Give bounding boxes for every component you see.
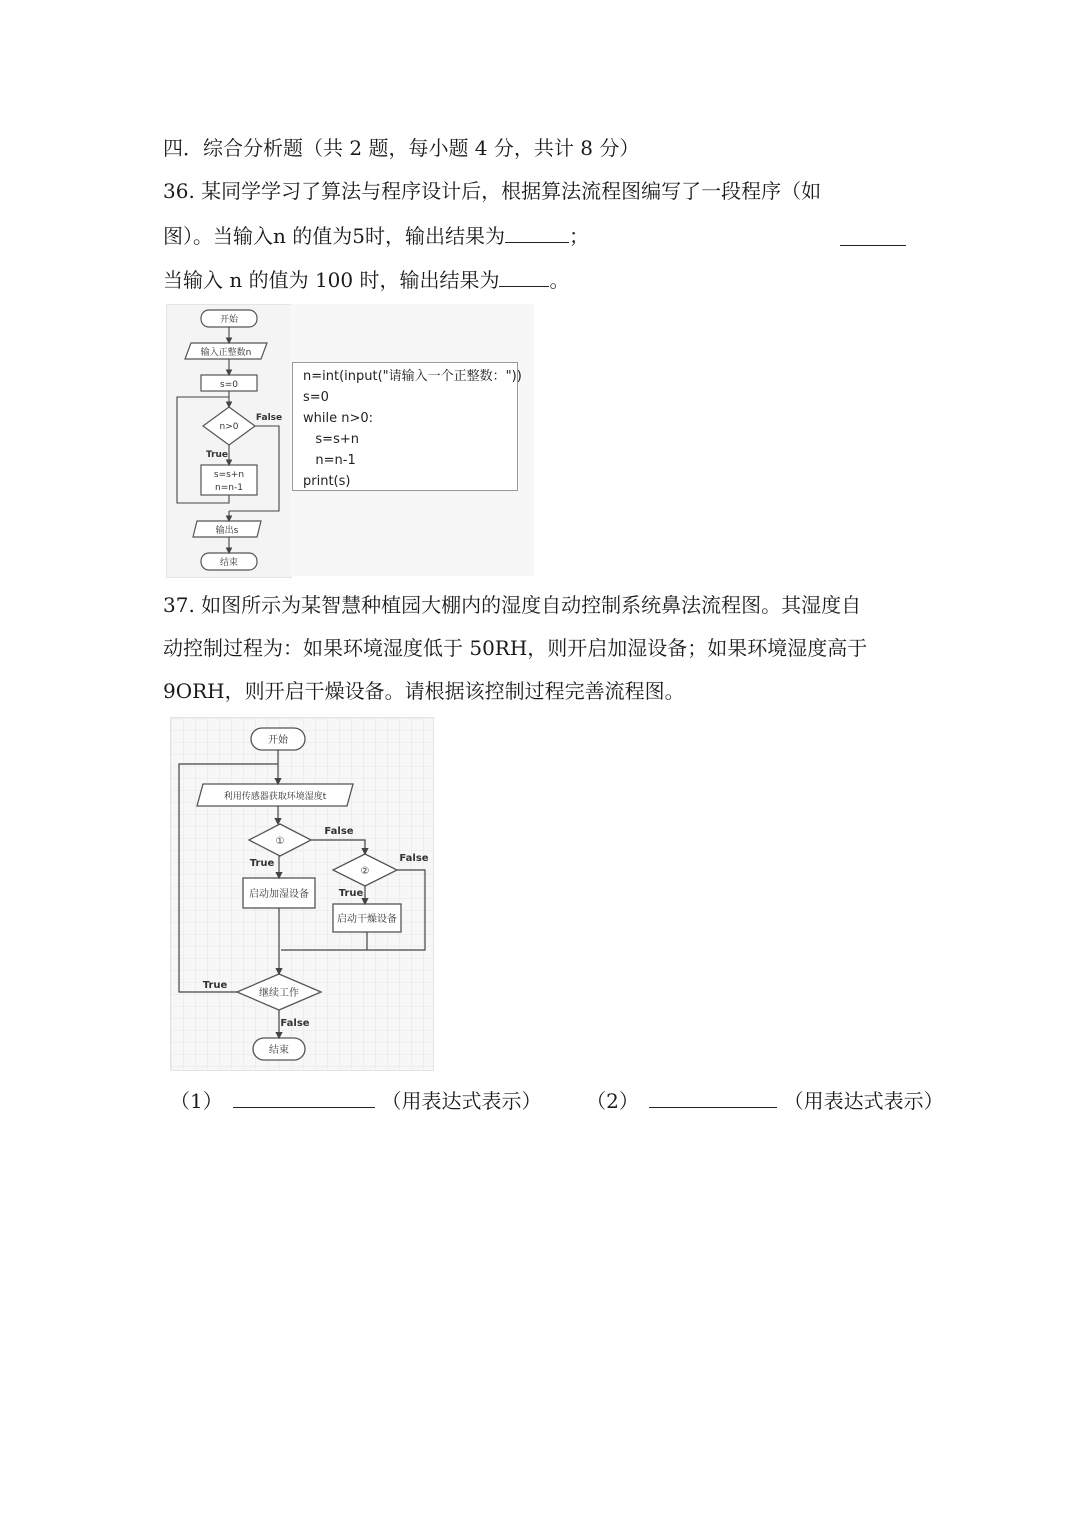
- fc36-end-text: 结束: [219, 558, 239, 568]
- q36-line3: [163, 266, 569, 294]
- q36-line3-punct: 。: [549, 268, 570, 292]
- q36-line2: [163, 222, 589, 250]
- fc37-continue-text: 继续工作: [259, 988, 299, 999]
- fc37-true-loop-label: True: [202, 980, 228, 991]
- fc37-cond1-text: ①: [275, 836, 285, 847]
- q36-flowchart: [167, 305, 291, 577]
- code-line-5: n=n-1: [303, 453, 356, 468]
- fc37-cond2-text: ②: [360, 866, 370, 877]
- q36-line1: 36. 某同学学习了算法与程序设计后，根据算法流程图编写了一段程序（如: [163, 179, 822, 203]
- q37-line1: 37. 如图所示为某智慧种植园大棚内的湿度自动控制系统鼻法流程图。其湿度自: [163, 593, 862, 617]
- fc36-start-text: 开始: [219, 315, 239, 325]
- fc37-true2-label: True: [338, 888, 364, 899]
- fc37-false2-label: False: [399, 853, 429, 864]
- answer2-hint: （用表达式表示）: [783, 1089, 944, 1113]
- answer1-blank[interactable]: [233, 1089, 375, 1108]
- fc36-input-text: 输入正整数n: [200, 348, 252, 358]
- fc36-init-text: s=0: [220, 380, 238, 390]
- fc36-body2-text: n=n-1: [215, 483, 243, 493]
- q36-line2-text: 图）。当输入n 的值为5时，输出结果为: [163, 224, 505, 248]
- fc36-true-label: True: [205, 450, 229, 460]
- fc37-sensor-text: 利用传感器获取环境湿度t: [223, 792, 327, 802]
- q36-flowchart-figure: [166, 304, 292, 578]
- answer2-label: （2）: [586, 1089, 639, 1113]
- code-line-4: s=s+n: [303, 432, 359, 447]
- fc37-start-text: 开始: [268, 735, 288, 746]
- fc37-end-text: 结束: [269, 1045, 289, 1056]
- section-title: 四．综合分析题（共 2 题，每小题 4 分，共计 8 分）: [163, 136, 640, 160]
- answer1-hint: （用表达式表示）: [381, 1089, 542, 1113]
- q37-line2: 动控制过程为：如果环境湿度低于 50RH，则开启加湿设备；如果环境湿度高于: [163, 636, 868, 660]
- code-line-3: while n>0:: [303, 411, 374, 426]
- fc36-cond-text: n>0: [219, 422, 239, 432]
- code-line-1: n=int(input("请输入一个正整数：")): [303, 369, 522, 384]
- answer1-label: （1）: [170, 1089, 223, 1113]
- code-line-6: print(s): [303, 474, 351, 489]
- fc37-false1-label: False: [324, 826, 354, 837]
- code-line-2: s=0: [303, 390, 329, 405]
- q36-answer-blank-1[interactable]: [505, 224, 569, 243]
- fc37-false-end-label: False: [280, 1018, 310, 1029]
- q36-answer-blank-2[interactable]: [499, 268, 549, 287]
- fc36-false-label: False: [255, 413, 283, 423]
- q37-flowchart: [171, 718, 433, 1070]
- q36-line2-punct: ；: [568, 224, 589, 248]
- q37-answers: [170, 1087, 944, 1115]
- q36-code-box: [292, 362, 522, 491]
- fc37-dry-text: 启动干燥设备: [337, 914, 397, 925]
- fc37-humidify-text: 启动加湿设备: [249, 889, 309, 900]
- fc36-output-text: 输出s: [215, 526, 239, 536]
- q37-line3: 9ORH，则开启干燥设备。请根据该控制过程完善流程图。: [163, 679, 685, 703]
- fc37-true1-label: True: [249, 858, 275, 869]
- answer2-blank[interactable]: [649, 1089, 777, 1108]
- q36-line3-text: 当输入 n 的值为 100 时，输出结果为: [163, 268, 500, 292]
- fc36-body1-text: s=s+n: [213, 470, 245, 480]
- stray-blank-line: [840, 245, 906, 246]
- q37-flowchart-figure: [170, 717, 434, 1071]
